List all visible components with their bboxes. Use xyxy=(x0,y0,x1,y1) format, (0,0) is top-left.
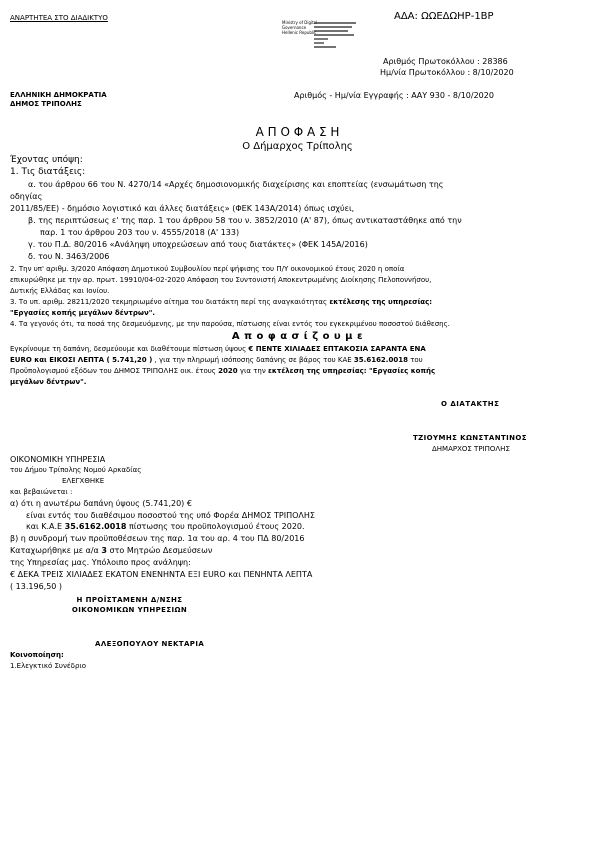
finance-head-department: ΟΙΚΟΝΟΜΙΚΩΝ ΥΠΗΡΕΣΙΩΝ xyxy=(71,606,188,614)
decision-amount-words: € ΠΕΝΤΕ ΧΙΛΙΑΔΕΣ ΕΠΤΑΚΟΣΙΑ ΣΑΡΑΝΤΑ ΕΝΑ xyxy=(248,345,426,353)
finance-text: πίστωσης του προϋπολογισμού έτους 2020. xyxy=(128,522,305,531)
digital-signature-stamp xyxy=(282,21,336,57)
consideration-1b-cont: παρ. 1 του άρθρου 203 του ν. 4555/2018 (Α' 133) xyxy=(40,228,240,237)
signature-fine-print-icon xyxy=(314,21,362,57)
consideration-1a-cont: οδηγίας xyxy=(10,192,43,201)
decision-text: , για την πληρωμή ισόποσης δαπάνης σε βάρος του ΚΑΕ xyxy=(154,356,352,364)
decision-line-3 xyxy=(10,367,435,375)
decision-kae-code: 35.6162.0018 xyxy=(353,356,408,364)
consideration-3-bold: εκτέλεσης της υπηρεσίας: xyxy=(329,298,433,306)
decision-text: Εγκρίνουμε τη δαπάνη, δεσμεύουμε και διαθέτουμε πίστωση ύψους xyxy=(10,345,247,353)
signature-org-line: Ministry of Digital xyxy=(282,20,318,25)
finance-balance-figure: ( 13.196,50 ) xyxy=(10,582,63,591)
signer-role: Ο ΔΙΑΤΑΚΤΗΣ xyxy=(441,400,500,408)
consideration-3-text: 3. Το υπ. αριθμ. 28211/2020 τεκμηριωμένο αίτημα του διατάκτη περί της αναγκαιότητας xyxy=(10,298,328,306)
consideration-1d: δ. του Ν. 3463/2006 xyxy=(28,252,110,261)
protocol-date: Ημ/νία Πρωτοκόλλου : 8/10/2020 xyxy=(380,68,514,77)
finance-text: και Κ.Α.Ε xyxy=(26,522,63,531)
decide-heading: Α π ο φ α σ ί ζ ο υ μ ε xyxy=(231,331,364,342)
posting-note: ΑΝΑΡΤΗΤΕΑ ΣΤΟ ΔΙΑΔΙΚΤΥΟ xyxy=(10,14,108,22)
decision-year: 2020 xyxy=(218,367,238,375)
finance-text: Καταχωρήθηκε με α/α xyxy=(10,546,99,555)
notify-label: Κοινοποίηση: xyxy=(10,651,64,659)
decision-line-2 xyxy=(10,356,423,364)
decision-service: εκτέλεση της υπηρεσίας: "Εργασίες κοπής xyxy=(268,367,436,375)
document-subtitle: Ο Δήμαρχος Τρίπολης xyxy=(242,141,353,152)
notify-item: 1.Ελεγκτικό Συνέδριο xyxy=(10,662,87,670)
finance-item-a: α) ότι η ανωτέρω δαπάνη ύψους (5.741,20) € xyxy=(10,499,192,508)
consideration-3-service: "Εργασίες κοπής μεγάλων δέντρων". xyxy=(10,309,156,317)
consideration-3 xyxy=(10,298,432,306)
finance-checked: ΕΛΕΓΧΘΗΚΕ xyxy=(62,477,105,485)
finance-office: ΟΙΚΟΝΟΜΙΚΗ ΥΠΗΡΕΣΙΑ xyxy=(10,455,106,464)
finance-balance-words: € ΔΕΚΑ ΤΡΕΙΣ ΧΙΛΙΑΔΕΣ ΕΚΑΤΟΝ ΕΝΕΝΗΝΤΑ ΕΞΙ EURO και ΠΕΝΗΝΤΑ ΛΕΠΤΑ xyxy=(10,570,313,579)
finance-text: στο Μητρώο Δεσμεύσεων xyxy=(109,546,213,555)
consideration-2-cont2: Δυτικής Ελλάδας και Ιονίου. xyxy=(10,287,110,295)
finance-certify: και βεβαιώνεται : xyxy=(10,488,73,496)
consideration-1a-cont2: 2011/85/ΕΕ) - δημόσιο λογιστικό και άλλες διατάξεις» (ΦΕΚ 143Α/2014) όπως ισχύει, xyxy=(10,204,355,213)
finance-kae-code: 35.6162.0018 xyxy=(64,522,127,531)
decision-text: του xyxy=(410,356,423,364)
signer-name: ΤΖΙΟΥΜΗΣ ΚΩΝΣΤΑΝΤΙΝΟΣ xyxy=(413,434,527,442)
finance-item-a-cont: είναι εντός του διαθέσιμου ποσοστού της υπό Φορέα ΔΗΜΟΣ ΤΡΙΠΟΛΗΣ xyxy=(26,511,315,520)
consideration-1a: α. του άρθρου 66 του Ν. 4270/14 «Αρχές δημοσιονομικής διαχείρισης και εποπτείας (ενσωμάτωση της xyxy=(28,180,444,189)
finance-registration xyxy=(10,546,212,555)
signer-title: ΔΗΜΑΡΧΟΣ ΤΡΙΠΟΛΗΣ xyxy=(432,445,510,453)
registry-info: Αριθμός - Ημ/νία Εγγραφής : ΑΑΥ 930 - 8/10/2020 xyxy=(294,91,494,100)
country-name: ΕΛΛΗΝΙΚΗ ΔΗΜΟΚΡΑΤΙΑ xyxy=(10,91,107,99)
consideration-1c: γ. του Π.Δ. 80/2016 «Ανάληψη υποχρεώσεων από τους διατάκτες» (ΦΕΚ 145Α/2016) xyxy=(28,240,368,249)
protocol-number: Αριθμός Πρωτοκόλλου : 28386 xyxy=(383,57,508,66)
ada-code: ΑΔΑ: ΩΩΕΔΩΗΡ-1ΒΡ xyxy=(394,11,494,22)
considering-heading: Έχοντας υπόψη: xyxy=(10,155,83,165)
decision-text: για την xyxy=(239,367,266,375)
municipality-name: ΔΗΜΟΣ ΤΡΙΠΟΛΗΣ xyxy=(10,100,82,108)
finance-head-title: Η ΠΡΟΪΣΤΑΜΕΝΗ Δ/ΝΣΗΣ xyxy=(76,596,183,604)
consideration-1b: β. της περιπτώσεως ε' της παρ. 1 του άρθρου 58 του ν. 3852/2010 (Α' 87), όπως αντικαταστάθηκε από την xyxy=(28,216,462,225)
consideration-1: 1. Τις διατάξεις: xyxy=(10,167,86,177)
signature-org-line: Hellenic Republic xyxy=(282,30,317,35)
decision-line-4: μεγάλων δέντρων". xyxy=(10,378,87,386)
document-title: Α Π Ο Φ Α Σ Η xyxy=(255,125,340,139)
signature-org-line: Governance xyxy=(282,25,307,30)
consideration-4: 4. Τα γεγονός ότι, τα ποσά της δεσμευόμενης, με την παρούσα, πίστωσης είναι εντός του εγκεκριμένου ποσοστού διάθεσης. xyxy=(10,320,450,328)
decision-line-1 xyxy=(10,345,426,353)
finance-registration-number: 3 xyxy=(101,546,107,555)
decision-amount-figure: EURO και ΕΙΚΟΣΙ ΛΕΠΤΑ ( 5.741,20 ) xyxy=(10,356,153,364)
finance-item-b: β) η συνδρομή των προϋποθέσεων της παρ. 1α του αρ. 4 του ΠΔ 80/2016 xyxy=(10,534,305,543)
finance-municipality: του Δήμου Τρίπολης Νομού Αρκαδίας xyxy=(10,466,142,474)
consideration-2: 2. Την υπ' αριθμ. 3/2020 Απόφαση Δημοτικού Συμβουλίου περί ψήφισης του Π/Υ οικονομικού έτους 2020 η οποία xyxy=(10,265,405,273)
decision-text: Προϋπολογισμού εξόδων του ΔΗΜΟΣ ΤΡΙΠΟΛΗΣ οικ. έτους xyxy=(10,367,216,375)
finance-head-name: ΑΛΕΞΟΠΟΥΛΟΥ ΝΕΚΤΑΡΙΑ xyxy=(95,640,205,648)
finance-item-a-kae xyxy=(26,522,305,531)
consideration-2-cont: επικυρώθηκε με την αρ. πρωτ. 19910/04-02-2020 Απόφαση του Συντονιστή Αποκεντρωμένης Διοίκησης Πελοποννήσου, xyxy=(10,276,432,284)
finance-balance-label: της Υπηρεσίας μας. Υπόλοιπο προς ανάληψη: xyxy=(10,558,191,567)
